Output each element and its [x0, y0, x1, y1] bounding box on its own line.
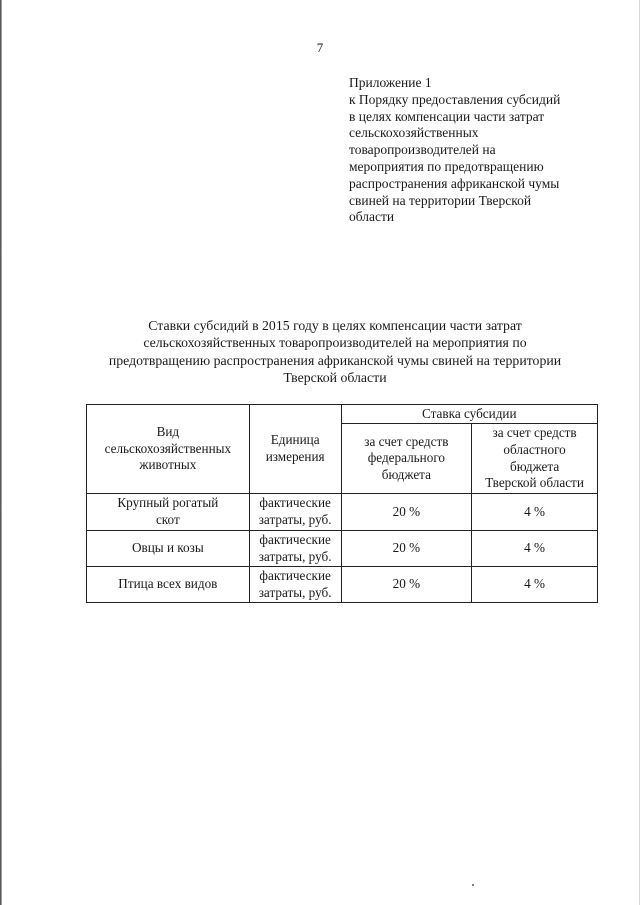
header-unit: [249, 405, 341, 494]
header-text: федерального: [367, 450, 446, 466]
cell-federal-rate: 20 %: [341, 531, 472, 567]
appendix-line: мероприятия по предотвращению: [349, 158, 544, 174]
appendix-line: Приложение 1: [349, 75, 432, 90]
cell-text: затраты, руб.: [258, 512, 332, 527]
header-rate-group: Ставка субсидии: [341, 405, 597, 424]
cell-federal-rate: 20 %: [341, 567, 472, 603]
table-row: [87, 531, 598, 567]
cell-text: Птица всех видов: [118, 576, 218, 592]
cell-text: затраты, руб.: [258, 548, 332, 564]
page-number: 7: [316, 40, 324, 55]
header-text: за счет средств: [364, 433, 449, 449]
header-text: Тверской области: [485, 475, 584, 491]
cell-text: Крупный рогатый: [117, 495, 219, 511]
header-text: Единица: [270, 432, 320, 448]
cell-unit: [249, 494, 341, 531]
appendix-line: распространения африканской чумы: [349, 175, 560, 191]
appendix-line: товаропроизводителей на: [349, 142, 496, 158]
header-text: измерения: [265, 449, 325, 464]
cell-animal: [87, 567, 250, 603]
scan-speck: [472, 884, 474, 886]
header-regional: [472, 424, 598, 494]
cell-text: скот: [155, 512, 180, 527]
header-text: сельскохозяйственных: [104, 440, 232, 456]
header-text: за счет средств: [492, 425, 577, 441]
title-line: предотвращению распространения африканской чумы свиней на территории: [108, 352, 562, 368]
appendix-line: к Порядку предоставления субсидий: [349, 91, 561, 107]
cell-text: фактические: [259, 495, 331, 511]
cell-regional-rate: 4 %: [472, 567, 598, 603]
header-text: бюджета: [381, 466, 431, 482]
cell-text: Овцы и козы: [131, 540, 204, 556]
table-row: [87, 494, 598, 531]
cell-animal: [87, 531, 250, 567]
cell-text: фактические: [259, 567, 331, 583]
header-federal: [341, 424, 472, 494]
header-animal-type: [87, 405, 250, 494]
cell-text: фактические: [259, 531, 331, 547]
appendix-line: свиней на территории Тверской: [349, 192, 532, 208]
header-text: Вид: [156, 424, 180, 440]
cell-text: затраты, руб.: [258, 584, 332, 600]
appendix-line: области: [349, 209, 395, 225]
appendix-line: сельскохозяйственных: [349, 125, 479, 141]
header-text: бюджета: [510, 458, 560, 474]
header-text: животных: [139, 457, 197, 473]
cell-regional-rate: 4 %: [472, 531, 598, 567]
cell-federal-rate: 20 %: [341, 494, 472, 531]
subsidy-rates-table: [86, 404, 598, 603]
cell-animal: [87, 494, 250, 531]
title-line: сельскохозяйственных товаропроизводителей на мероприятия по: [143, 335, 527, 351]
table-header-row: [87, 405, 598, 424]
document-title: [70, 317, 600, 387]
cell-unit: [249, 567, 341, 603]
scan-left-edge: [0, 0, 2, 905]
header-text: областного: [503, 441, 566, 457]
cell-regional-rate: 4 %: [472, 494, 598, 531]
appendix-note: [349, 75, 619, 226]
table-row: [87, 567, 598, 603]
title-line: Ставки субсидий в 2015 году в целях компенсации части затрат: [148, 318, 522, 333]
title-line: Тверской области: [283, 370, 387, 386]
cell-unit: [249, 531, 341, 567]
appendix-line: в целях компенсации части затрат: [349, 108, 545, 124]
